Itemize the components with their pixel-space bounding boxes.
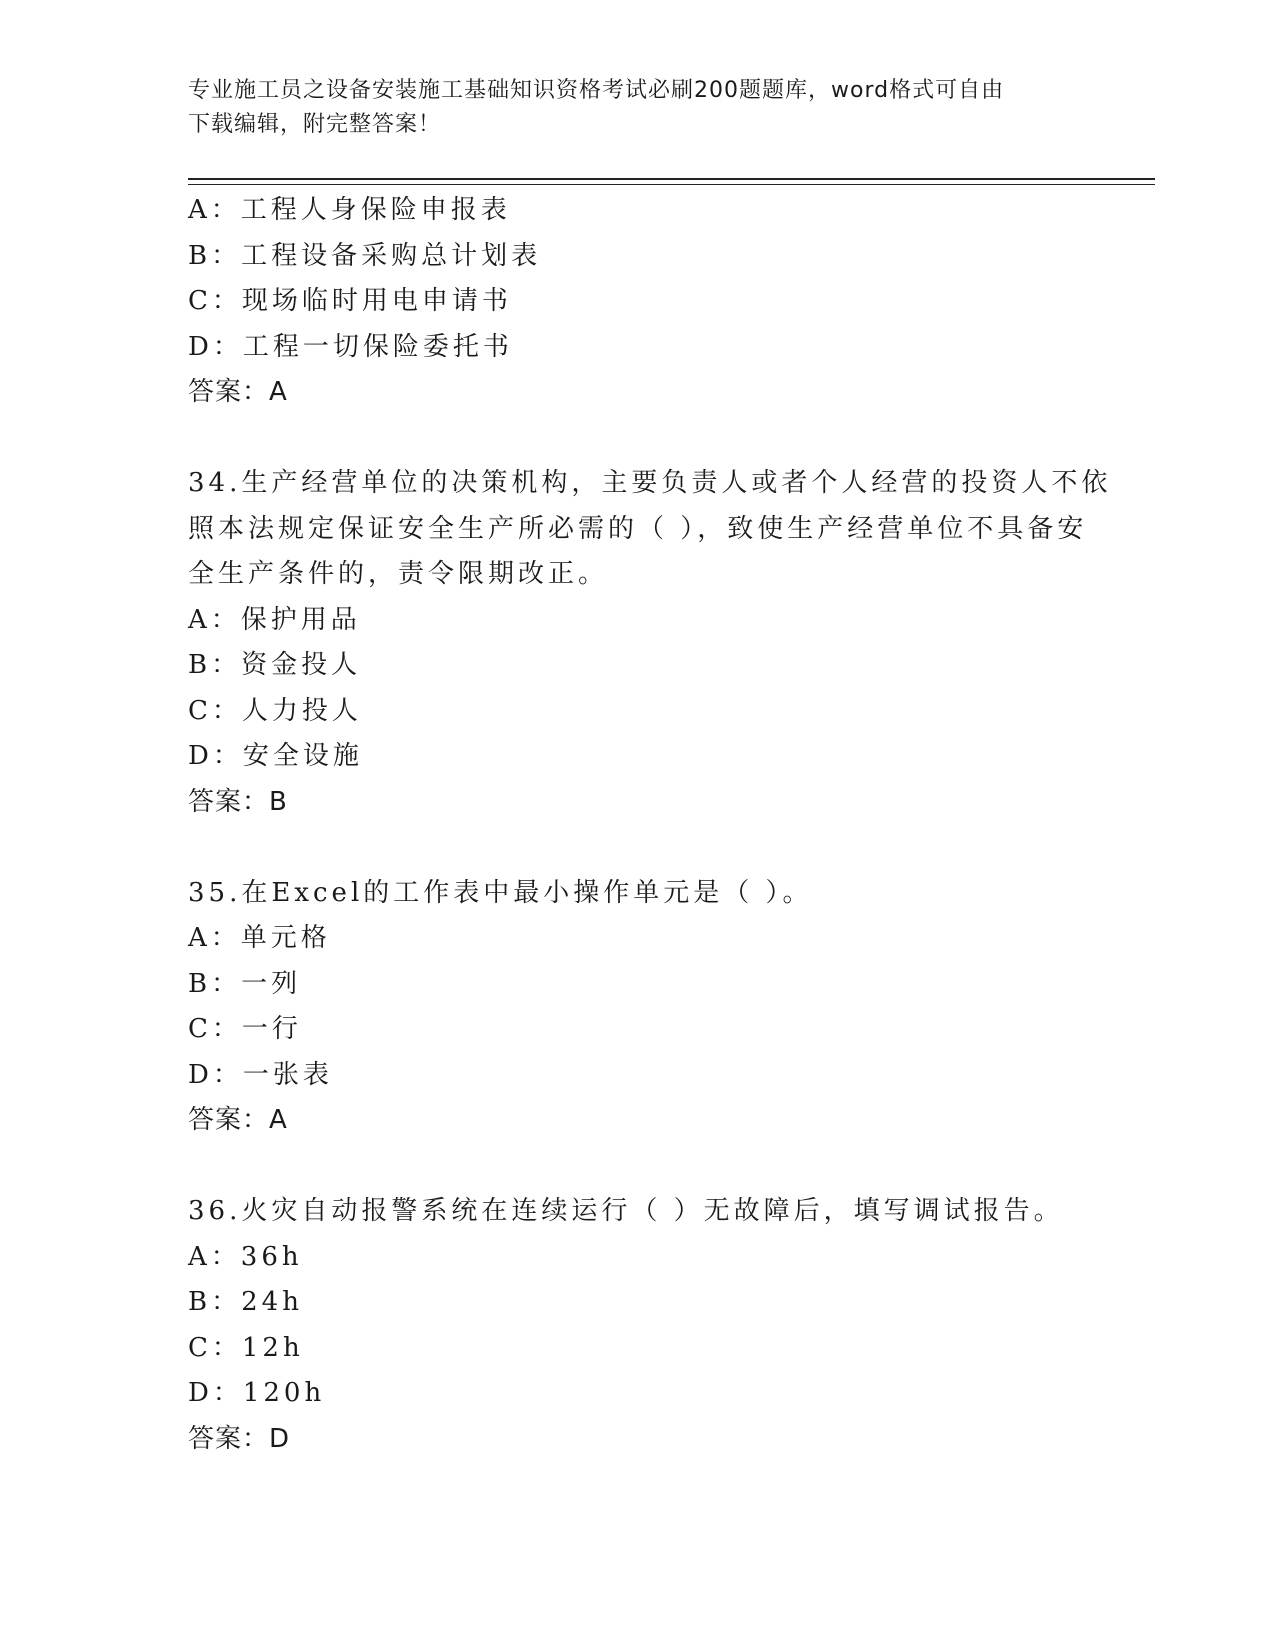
header-rule-thick bbox=[188, 178, 1155, 180]
question-stem-line: 34.生产经营单位的决策机构，主要负责人或者个人经营的投资人不依 bbox=[188, 468, 1112, 498]
option-c: C：现场临时用电申请书 bbox=[188, 286, 512, 316]
question-36 bbox=[188, 1189, 1088, 1462]
option-d: D：工程一切保险委托书 bbox=[188, 331, 513, 362]
answer: 答案：A bbox=[188, 1105, 288, 1135]
option-b: B：工程设备采购总计划表 bbox=[188, 240, 542, 271]
option-a: A：工程人身保险申报表 bbox=[188, 195, 511, 225]
option-c: C：一行 bbox=[188, 1014, 302, 1044]
option-b: B：资金投人 bbox=[188, 650, 362, 680]
option-b: B：24h bbox=[188, 1287, 303, 1317]
header-line-1: 专业施工员之设备安装施工基础知识资格考试必刷200题题库，word格式可自由 bbox=[188, 78, 1005, 103]
option-d: D：120h bbox=[188, 1378, 326, 1408]
question-spacer bbox=[188, 416, 1088, 462]
option-d: D：一张表 bbox=[188, 1059, 333, 1090]
question-stem: 36.火灾自动报警系统在连续运行（ ）无故障后，填写调试报告。 bbox=[188, 1196, 1064, 1226]
header-line-2: 下载编辑，附完整答案！ bbox=[188, 112, 442, 137]
answer: 答案：B bbox=[188, 786, 288, 817]
option-c: C：人力投人 bbox=[188, 695, 362, 726]
answer: 答案：D bbox=[188, 1423, 291, 1454]
question-stem-line: 照本法规定保证安全生产所必需的（ ），致使生产经营单位不具备安 bbox=[188, 513, 1088, 544]
question-33 bbox=[188, 188, 1088, 416]
question-spacer bbox=[188, 825, 1088, 871]
option-a: A：单元格 bbox=[188, 923, 331, 953]
question-34 bbox=[188, 461, 1112, 825]
option-a: A：36h bbox=[188, 1241, 303, 1272]
answer: 答案：A bbox=[188, 377, 288, 407]
option-b: B：一列 bbox=[188, 968, 302, 999]
option-c: C：12h bbox=[188, 1332, 304, 1363]
question-stem: 35.在Excel的工作表中最小操作单元是（ ）。 bbox=[188, 877, 813, 908]
header-rule-thin bbox=[188, 184, 1155, 185]
option-d: D：安全设施 bbox=[188, 741, 363, 771]
question-spacer bbox=[188, 1144, 1088, 1190]
option-a: A：保护用品 bbox=[188, 604, 361, 635]
document-header bbox=[188, 74, 1068, 142]
question-35 bbox=[188, 871, 1088, 1144]
question-stem-line: 全生产条件的，责令限期改正。 bbox=[188, 559, 609, 589]
question-list bbox=[188, 188, 1112, 1462]
